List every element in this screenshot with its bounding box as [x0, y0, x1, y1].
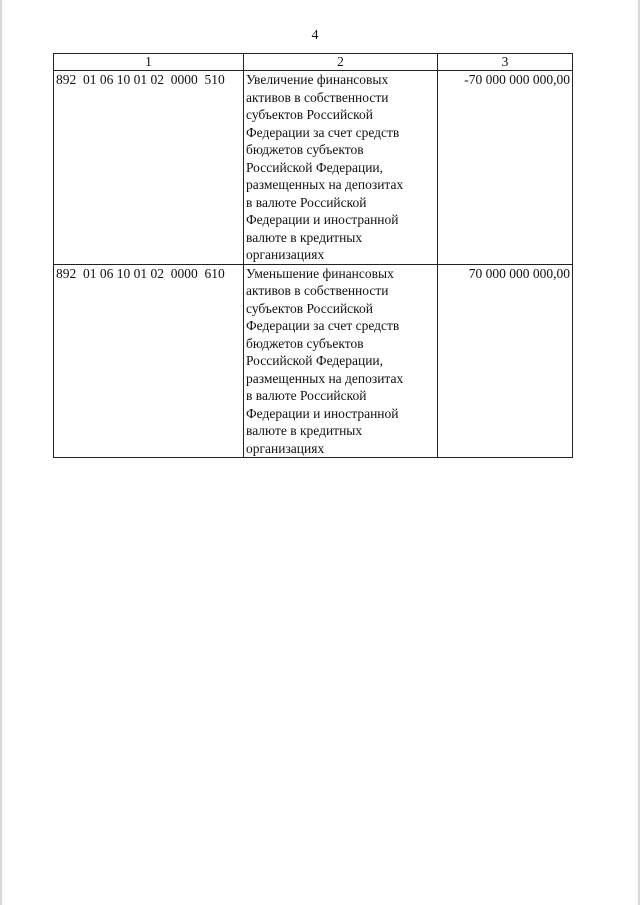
description-line: субъектов Российской	[246, 107, 374, 122]
table-row	[54, 264, 573, 458]
description-line: Федерации за счет средств	[246, 124, 400, 140]
description-line: Федерации и иностранной	[246, 212, 399, 227]
description-line: Федерации за счет средств	[246, 318, 400, 333]
description-line: Российской Федерации,	[246, 353, 384, 368]
description-line: организациях	[246, 440, 325, 456]
description-line: организациях	[246, 247, 325, 262]
description-line: субъектов Российской	[246, 300, 374, 316]
amount-cell: 70 000 000 000,00	[438, 264, 573, 458]
description-line: в валюте Российской	[246, 194, 367, 210]
amount-cell: -70 000 000 000,00	[438, 71, 573, 265]
description-line: в валюте Российской	[246, 388, 367, 403]
column-header-1: 1	[54, 54, 244, 71]
description-line: активов в собственности	[246, 89, 389, 105]
column-header-2: 2	[244, 54, 438, 71]
description-cell	[244, 264, 438, 458]
budget-code-cell: 892 01 06 10 01 02 0000 510	[54, 71, 244, 265]
description-line: размещенных на депозитах	[246, 177, 404, 192]
budget-code-cell: 892 01 06 10 01 02 0000 610	[54, 264, 244, 458]
description-line: валюте в кредитных	[246, 229, 363, 245]
description-line: Российской Федерации,	[246, 159, 384, 175]
table-header-row	[54, 54, 573, 71]
description-line: бюджетов субъектов	[246, 142, 364, 157]
description-line: бюджетов субъектов	[246, 335, 364, 351]
description-line: Увеличение финансовых	[246, 72, 389, 87]
page-number: 4	[311, 28, 319, 43]
column-header-3: 3	[438, 54, 573, 71]
budget-sources-table	[53, 53, 573, 458]
description-line: активов в собственности	[246, 283, 389, 298]
table-row	[54, 71, 573, 265]
description-line: Федерации и иностранной	[246, 405, 399, 421]
description-cell	[244, 71, 438, 265]
scan-edge-left	[0, 0, 2, 905]
description-line: валюте в кредитных	[246, 423, 363, 438]
description-line: размещенных на депозитах	[246, 370, 404, 386]
description-line: Уменьшение финансовых	[246, 265, 394, 281]
